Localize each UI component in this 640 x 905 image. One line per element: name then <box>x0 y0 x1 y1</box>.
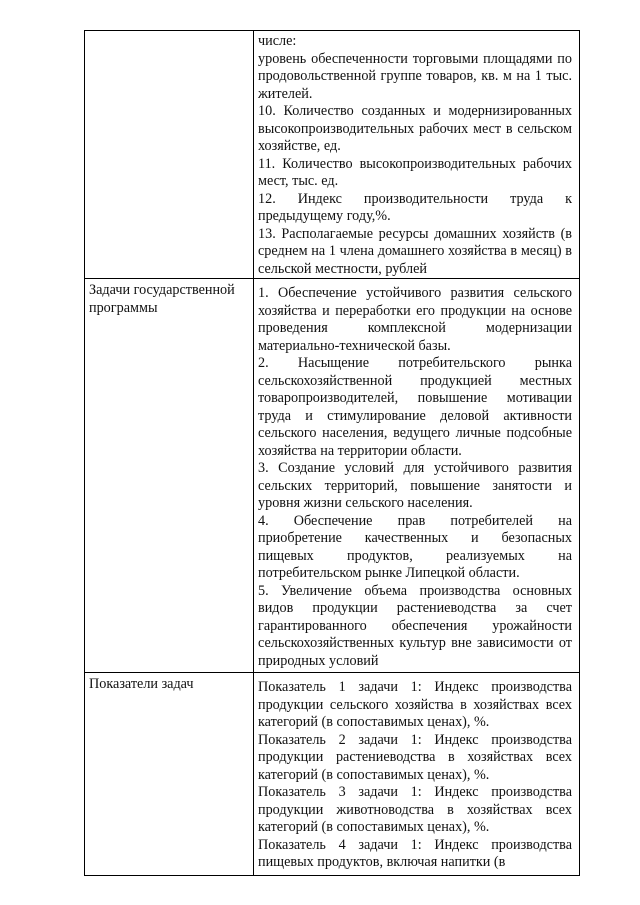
list-item: Показатель 2 задачи 1: Индекс производства продукции растениеводства в хозяйствах всех категорий (в сопоставимых ценах), %. <box>258 731 572 783</box>
list-item: 5. Увеличение объема производства основных видов продукции растениеводства за счет гарантированного обеспечения урожайности сельскохозяйственных культур вне зависимости от природных условий <box>258 582 572 669</box>
list-item: 1. Обеспечение устойчивого развития сельского хозяйства и переработки его продукции на основе проведения комплексной модернизации материально-технической базы. <box>258 285 572 354</box>
list-item: 3. Создание условий для устойчивого развития сельских территорий, повышение занятости и уровня жизни сельского населения. <box>258 460 572 511</box>
label-cell-tasks <box>85 279 254 673</box>
list-item: Показатель 3 задачи 1: Индекс производства продукции животноводства в хозяйствах всех категорий (в сопоставимых ценах), %. <box>258 784 572 835</box>
content-cell-task-indicators <box>254 673 580 876</box>
list-item: Показатель 4 задачи 1: Индекс производства пищевых продуктов, включая напитки (в <box>258 836 572 870</box>
table-row-program-tasks <box>85 279 580 673</box>
content-cell-tasks <box>254 279 580 673</box>
label-cell-task-indicators <box>85 673 254 876</box>
label-cell-empty <box>85 31 254 279</box>
row-label: Задачи государственной программы <box>89 282 235 316</box>
list-item: 10. Количество созданных и модернизированных высокопроизводительных рабочих мест в сельском хозяйстве, ед. <box>258 103 572 154</box>
table-row-indicators-continued <box>85 31 580 279</box>
content-cell-indicators <box>254 31 580 279</box>
list-item: Показатель 1 задачи 1: Индекс производства продукции сельского хозяйства в хозяйствах всех категорий (в сопоставимых ценах), %. <box>258 679 572 730</box>
list-item: числе: <box>258 33 297 49</box>
list-item: 13. Располагаемые ресурсы домашних хозяйств (в среднем на 1 члена домашнего хозяйства в месяц) в сельской местности, рублей <box>258 225 572 277</box>
list-item: 4. Обеспечение прав потребителей на приобретение качественных и безопасных пищевых продуктов, реализуемых на потребительском рынке Липецкой области. <box>258 512 572 581</box>
list-item: уровень обеспеченности торговыми площадями по продовольственной группе товаров, кв. м на 1 тыс. жителей. <box>258 50 572 102</box>
list-item: 11. Количество высокопроизводительных рабочих мест, тыс. ед. <box>258 155 572 189</box>
list-item: 2. Насыщение потребительского рынка сельскохозяйственной продукцией местных товаропроизводителей, повышение мотивации труда и стимулирование деловой активности сельского населения, ведущего личные подсобные хозяйства на территории области. <box>258 355 572 459</box>
list-item: 12. Индекс производительности труда к предыдущему году,%. <box>258 190 572 224</box>
table-row-task-indicators <box>85 673 580 876</box>
row-label: Показатели задач <box>89 676 194 692</box>
program-passport-table <box>84 30 580 876</box>
row-label <box>85 31 253 34</box>
